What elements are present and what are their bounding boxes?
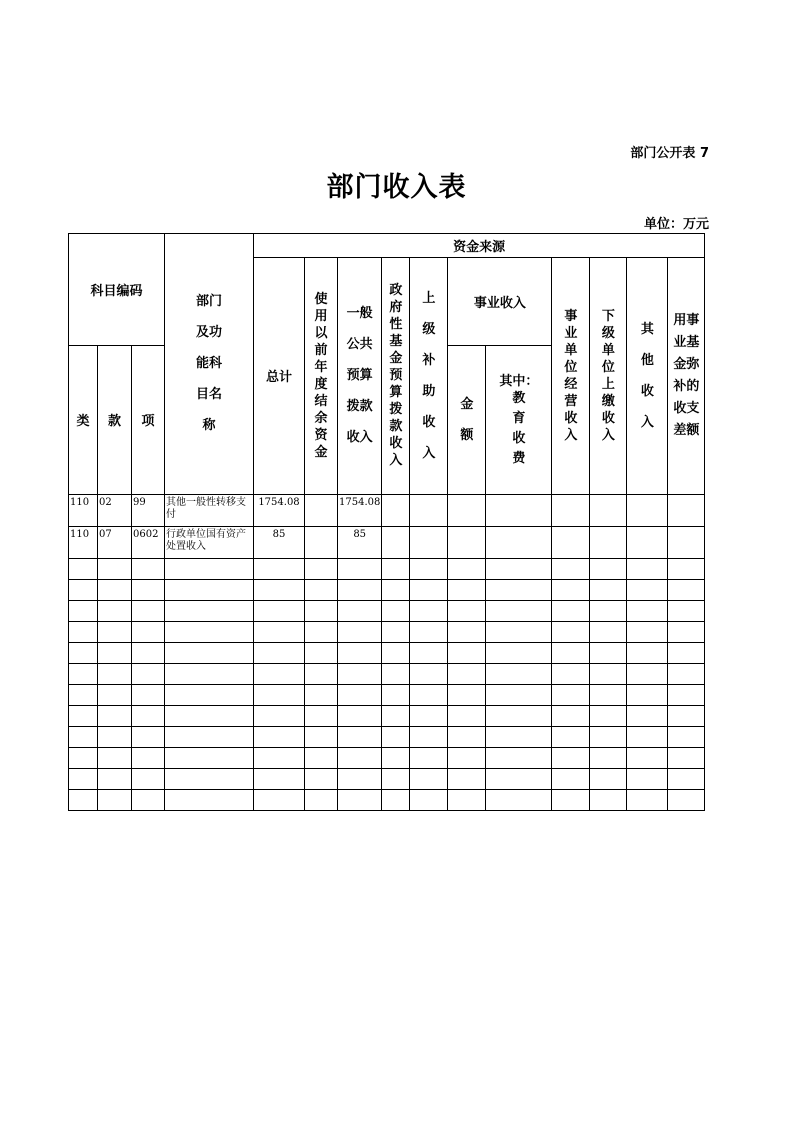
table-row-empty	[69, 642, 705, 663]
cell-empty	[254, 642, 305, 663]
cell-empty	[552, 558, 590, 579]
cell-empty	[254, 789, 305, 810]
cell-empty	[338, 726, 382, 747]
cell-empty	[552, 768, 590, 789]
cell-empty	[382, 684, 410, 705]
cell-empty	[668, 705, 705, 726]
cell-empty	[338, 663, 382, 684]
cell-empty	[98, 768, 132, 789]
cell-empty	[382, 579, 410, 600]
career-income-header: 事业收入	[448, 258, 552, 346]
cell-empty	[410, 621, 448, 642]
table-row	[69, 494, 705, 526]
cell-empty	[98, 789, 132, 810]
cell-empty	[410, 600, 448, 621]
other-income-text: 其 他 收 入	[640, 321, 654, 430]
cell-empty	[590, 768, 627, 789]
cell-empty	[69, 642, 98, 663]
cell-empty	[627, 789, 668, 810]
cell-empty	[305, 621, 338, 642]
cell-empty	[69, 726, 98, 747]
cell-empty	[338, 579, 382, 600]
cell-empty	[627, 768, 668, 789]
cell-empty	[165, 558, 254, 579]
cell-empty	[69, 747, 98, 768]
cell-empty	[132, 621, 165, 642]
cell-empty	[486, 684, 552, 705]
cell-empty	[590, 684, 627, 705]
cell-empty	[69, 768, 98, 789]
general-budget-text: 一般 公共 预算 拨款 收入	[346, 306, 373, 446]
cell-xiang: 99	[132, 494, 165, 526]
cell-empty	[98, 621, 132, 642]
cell-empty	[98, 726, 132, 747]
cell-empty	[305, 600, 338, 621]
cell-empty	[165, 726, 254, 747]
cell-empty	[254, 684, 305, 705]
cell-empty	[627, 579, 668, 600]
cell-empty	[448, 579, 486, 600]
cell-empty	[552, 642, 590, 663]
cell-empty	[382, 494, 410, 526]
cell-empty	[590, 663, 627, 684]
cell-empty	[590, 494, 627, 526]
cell-empty	[305, 747, 338, 768]
table-row-empty	[69, 726, 705, 747]
cell-empty	[668, 789, 705, 810]
cell-empty	[338, 621, 382, 642]
cell-empty	[382, 789, 410, 810]
cell-empty	[410, 726, 448, 747]
cell-empty	[254, 747, 305, 768]
cell-empty	[98, 579, 132, 600]
cell-empty	[132, 705, 165, 726]
cell-empty	[69, 558, 98, 579]
cell-empty	[98, 642, 132, 663]
subordinate-payment-header: 下级单位上缴收入	[590, 258, 627, 495]
cell-empty	[382, 726, 410, 747]
cell-empty	[382, 621, 410, 642]
cell-empty	[382, 558, 410, 579]
superior-subsidy-text: 上 级 补 助 收 入	[422, 290, 436, 461]
cell-empty	[627, 494, 668, 526]
cell-empty	[98, 705, 132, 726]
cell-empty	[486, 747, 552, 768]
cell-empty	[627, 663, 668, 684]
cell-empty	[552, 526, 590, 558]
cell-empty	[410, 642, 448, 663]
cell-empty	[410, 579, 448, 600]
cell-name: 行政单位国有资产处置收入	[165, 526, 254, 558]
table-row-empty	[69, 558, 705, 579]
cell-empty	[486, 768, 552, 789]
cell-empty	[254, 705, 305, 726]
cell-empty	[590, 789, 627, 810]
cell-empty	[69, 705, 98, 726]
table-row-empty	[69, 621, 705, 642]
cell-empty	[382, 663, 410, 684]
cell-empty	[448, 494, 486, 526]
cell-empty	[338, 768, 382, 789]
blank-rows	[69, 558, 705, 810]
cell-empty	[165, 768, 254, 789]
cell-empty	[590, 526, 627, 558]
cell-lei: 110	[69, 526, 98, 558]
cell-prior-balance	[305, 526, 338, 558]
cell-empty	[305, 789, 338, 810]
cell-empty	[69, 621, 98, 642]
cell-empty	[627, 705, 668, 726]
cell-empty	[448, 621, 486, 642]
page-title: 部门收入表	[326, 172, 467, 203]
cell-empty	[305, 726, 338, 747]
cell-empty	[486, 600, 552, 621]
cell-empty	[382, 642, 410, 663]
table-number-label: 部门公开表 7	[630, 146, 709, 161]
cell-empty	[382, 526, 410, 558]
cell-empty	[98, 600, 132, 621]
cell-empty	[448, 526, 486, 558]
cell-empty	[486, 705, 552, 726]
cell-empty	[552, 789, 590, 810]
cell-empty	[69, 663, 98, 684]
cell-empty	[165, 663, 254, 684]
cell-empty	[448, 768, 486, 789]
cell-empty	[254, 768, 305, 789]
cell-empty	[668, 747, 705, 768]
cell-empty	[132, 684, 165, 705]
table-row-empty	[69, 768, 705, 789]
code-group-header: 科目编码	[69, 234, 165, 346]
cell-empty	[448, 558, 486, 579]
cell-empty	[132, 747, 165, 768]
cell-empty	[552, 663, 590, 684]
cell-empty	[254, 663, 305, 684]
cell-empty	[448, 726, 486, 747]
cell-empty	[132, 789, 165, 810]
cell-kuan: 07	[98, 526, 132, 558]
cell-empty	[132, 726, 165, 747]
cell-empty	[165, 600, 254, 621]
cell-empty	[486, 526, 552, 558]
cell-empty	[668, 558, 705, 579]
cell-empty	[132, 600, 165, 621]
cell-empty	[305, 642, 338, 663]
cell-total: 1754.08	[254, 494, 305, 526]
cell-empty	[338, 600, 382, 621]
table-row-empty	[69, 747, 705, 768]
cell-empty	[486, 558, 552, 579]
cell-empty	[590, 621, 627, 642]
cell-empty	[132, 642, 165, 663]
cell-empty	[338, 642, 382, 663]
cell-empty	[486, 726, 552, 747]
cell-empty	[132, 663, 165, 684]
career-edu-text: 教育收费	[512, 391, 526, 466]
cell-empty	[410, 526, 448, 558]
cell-empty	[590, 747, 627, 768]
cell-empty	[254, 558, 305, 579]
cell-empty	[552, 684, 590, 705]
fund-source-header: 资金来源	[254, 234, 705, 258]
prior-balance-header: 使用以前年度结余资金	[305, 258, 338, 495]
cell-empty	[410, 684, 448, 705]
cell-empty	[590, 558, 627, 579]
career-amount-header	[448, 345, 486, 494]
cell-empty	[165, 705, 254, 726]
cell-empty	[486, 579, 552, 600]
total-header: 总计	[254, 258, 305, 495]
cell-empty	[382, 600, 410, 621]
cell-empty	[305, 768, 338, 789]
cell-general-budget: 85	[338, 526, 382, 558]
career-edu-prefix: 其中：	[499, 374, 539, 389]
cell-empty	[165, 621, 254, 642]
table-row-empty	[69, 789, 705, 810]
unit-label: 单位：万元	[643, 217, 709, 232]
cell-empty	[552, 494, 590, 526]
cell-empty	[338, 558, 382, 579]
cell-empty	[165, 642, 254, 663]
cell-empty	[668, 642, 705, 663]
lei-header: 类	[69, 345, 98, 494]
cell-lei: 110	[69, 494, 98, 526]
table-row-empty	[69, 600, 705, 621]
fund-make-up-text: 用事 业基 金弥 补的 收支 差额	[673, 312, 700, 438]
cell-empty	[98, 663, 132, 684]
cell-empty	[305, 705, 338, 726]
cell-empty	[69, 579, 98, 600]
cell-prior-balance	[305, 494, 338, 526]
cell-kuan: 02	[98, 494, 132, 526]
cell-empty	[627, 621, 668, 642]
cell-empty	[338, 789, 382, 810]
cell-empty	[305, 558, 338, 579]
cell-empty	[627, 684, 668, 705]
cell-empty	[382, 768, 410, 789]
cell-empty	[338, 747, 382, 768]
cell-xiang: 0602	[132, 526, 165, 558]
cell-empty	[410, 558, 448, 579]
cell-empty	[552, 747, 590, 768]
cell-empty	[382, 705, 410, 726]
cell-empty	[338, 705, 382, 726]
cell-total: 85	[254, 526, 305, 558]
cell-empty	[338, 684, 382, 705]
xiang-header: 项	[132, 345, 165, 494]
cell-empty	[486, 621, 552, 642]
name-header	[165, 234, 254, 495]
cell-empty	[305, 663, 338, 684]
cell-empty	[668, 621, 705, 642]
cell-empty	[410, 789, 448, 810]
cell-name: 其他一般性转移支付	[165, 494, 254, 526]
cell-empty	[165, 579, 254, 600]
cell-empty	[590, 600, 627, 621]
table-row-empty	[69, 663, 705, 684]
cell-empty	[305, 684, 338, 705]
general-budget-header	[338, 258, 382, 495]
cell-empty	[448, 663, 486, 684]
cell-empty	[165, 747, 254, 768]
cell-empty	[668, 726, 705, 747]
cell-empty	[254, 600, 305, 621]
cell-empty	[69, 789, 98, 810]
cell-empty	[132, 579, 165, 600]
cell-empty	[668, 684, 705, 705]
cell-empty	[552, 600, 590, 621]
cell-empty	[410, 705, 448, 726]
cell-empty	[69, 684, 98, 705]
cell-empty	[410, 747, 448, 768]
cell-empty	[552, 621, 590, 642]
cell-empty	[590, 705, 627, 726]
superior-subsidy-header	[410, 258, 448, 495]
career-amount-text: 金 额	[460, 396, 474, 443]
cell-empty	[668, 600, 705, 621]
cell-empty	[98, 558, 132, 579]
table-row-empty	[69, 705, 705, 726]
cell-empty	[486, 789, 552, 810]
cell-empty	[305, 579, 338, 600]
cell-empty	[668, 663, 705, 684]
cell-empty	[132, 768, 165, 789]
cell-empty	[254, 621, 305, 642]
cell-empty	[132, 558, 165, 579]
cell-empty	[590, 579, 627, 600]
cell-empty	[69, 600, 98, 621]
cell-empty	[382, 747, 410, 768]
cell-empty	[668, 494, 705, 526]
cell-empty	[448, 600, 486, 621]
name-header-text: 部门 及功 能科 目名 称	[195, 294, 222, 434]
cell-empty	[590, 642, 627, 663]
cell-empty	[668, 768, 705, 789]
cell-empty	[165, 789, 254, 810]
table-row-empty	[69, 684, 705, 705]
cell-empty	[668, 579, 705, 600]
cell-empty	[448, 684, 486, 705]
cell-empty	[410, 494, 448, 526]
cell-empty	[627, 642, 668, 663]
table-row	[69, 526, 705, 558]
business-income-header: 事业单位经营收入	[552, 258, 590, 495]
cell-empty	[627, 726, 668, 747]
cell-empty	[486, 494, 552, 526]
cell-empty	[448, 642, 486, 663]
cell-empty	[98, 747, 132, 768]
cell-empty	[165, 684, 254, 705]
cell-empty	[448, 789, 486, 810]
career-edu-header	[486, 345, 552, 494]
cell-empty	[552, 726, 590, 747]
cell-empty	[627, 558, 668, 579]
cell-empty	[552, 579, 590, 600]
cell-empty	[552, 705, 590, 726]
income-table	[68, 233, 705, 811]
kuan-header: 款	[98, 345, 132, 494]
cell-empty	[410, 663, 448, 684]
cell-empty	[254, 579, 305, 600]
cell-empty	[627, 526, 668, 558]
cell-empty	[254, 726, 305, 747]
cell-general-budget: 1754.08	[338, 494, 382, 526]
header-row-1	[69, 234, 705, 258]
cell-empty	[627, 747, 668, 768]
cell-empty	[486, 642, 552, 663]
cell-empty	[590, 726, 627, 747]
gov-fund-header: 政府性基金预算拨款收入	[382, 258, 410, 495]
cell-empty	[448, 705, 486, 726]
cell-empty	[98, 684, 132, 705]
other-income-header	[627, 258, 668, 495]
table-row-empty	[69, 579, 705, 600]
cell-empty	[448, 747, 486, 768]
fund-make-up-header	[668, 258, 705, 495]
cell-empty	[668, 526, 705, 558]
cell-empty	[486, 663, 552, 684]
cell-empty	[410, 768, 448, 789]
cell-empty	[627, 600, 668, 621]
